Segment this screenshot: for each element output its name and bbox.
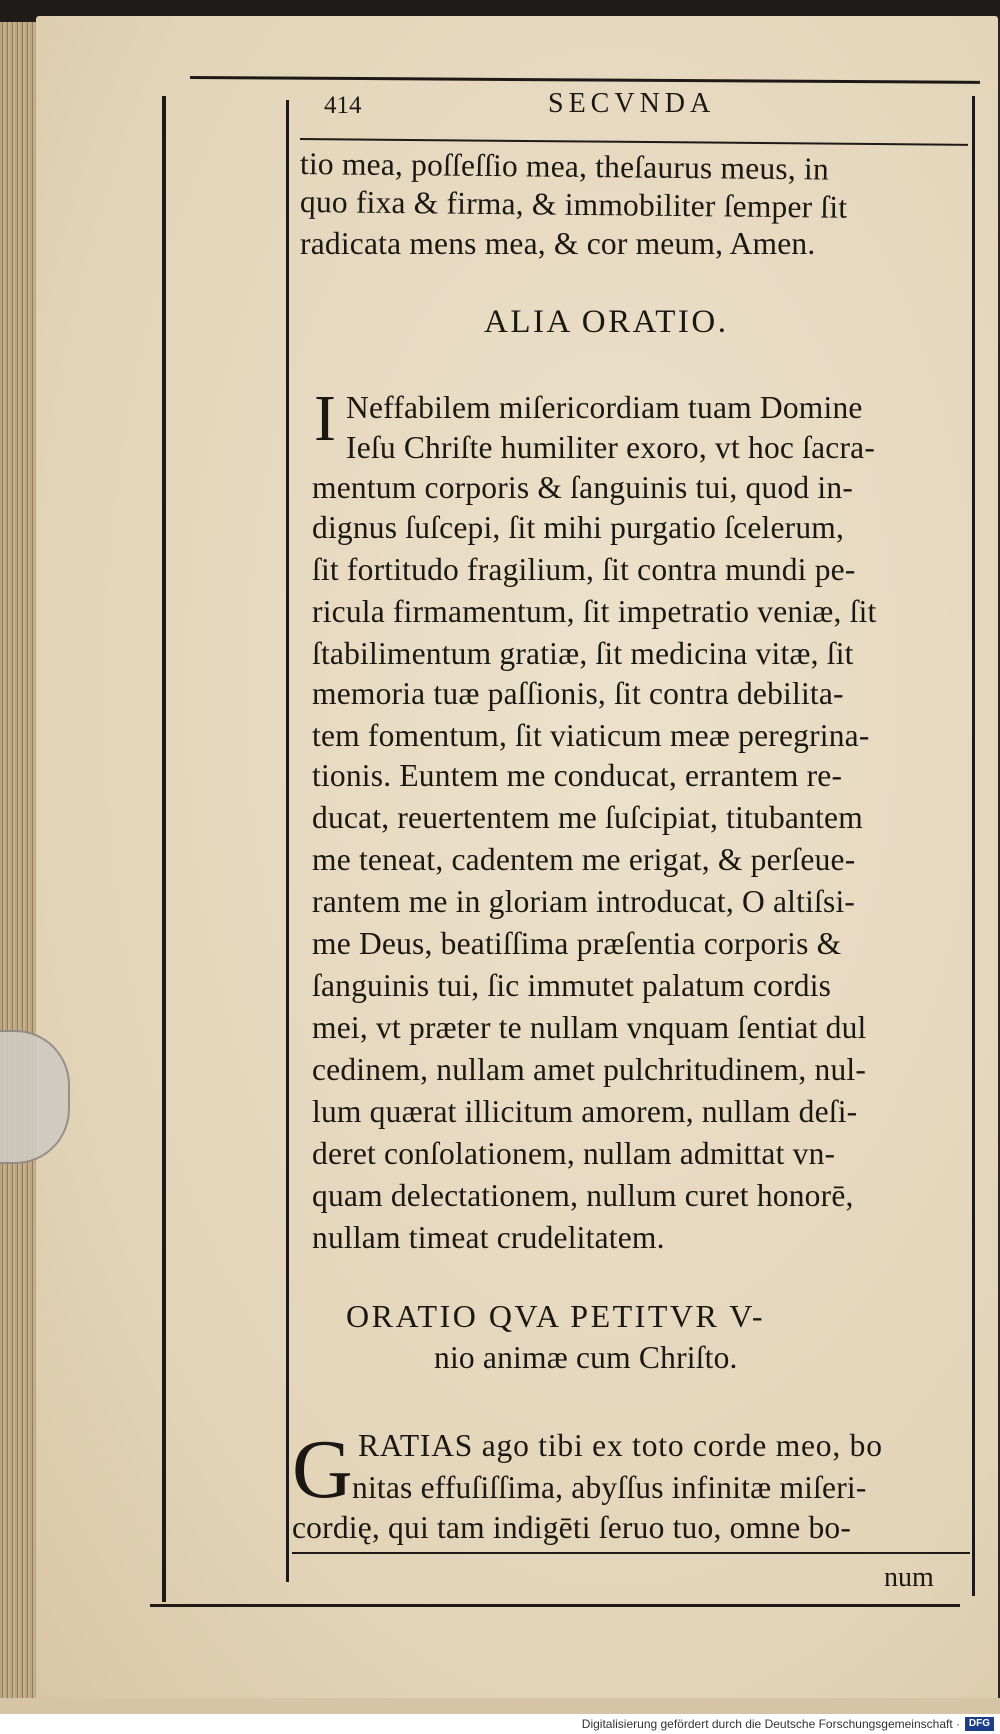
- heading-subline: nio animæ cum Chriſto.: [434, 1340, 738, 1375]
- text-line: quo fixa & firma, & immobiliter ſemper ſit: [299, 184, 848, 225]
- text-line: ſtabilimentum gratiæ, ſit medicina vitæ, ſit: [312, 636, 854, 671]
- text-line: tem fomentum, ſit viaticum meæ peregrina-: [312, 718, 870, 753]
- text-line: ducat, reuertentem me ſuſcipiat, titubantem: [312, 800, 863, 835]
- drop-cap-i: I: [314, 382, 336, 455]
- text-line: quam delectationem, nullum curet honorē,: [312, 1178, 854, 1213]
- digitization-footer: [0, 1714, 1000, 1734]
- page-edge-stack: [0, 22, 40, 1698]
- text-line: tionis. Euntem me conducat, errantem re-: [312, 758, 843, 793]
- text-line: cordię, qui tam indigēti ſeruo tuo, omne bo-: [292, 1510, 852, 1545]
- text-line: mentum corporis & ſanguinis tui, quod in-: [312, 470, 854, 505]
- text-line: deret conſolationem, nullam admittat vn-: [312, 1136, 836, 1171]
- text-line: me teneat, cadentem me erigat, & perſeue-: [312, 842, 856, 877]
- text-line: me Deus, beatiſſima præſentia corporis &: [312, 926, 842, 961]
- text-line: lum quærat illicitum amorem, nullam deſi-: [312, 1094, 858, 1129]
- bottom-rule: [150, 1604, 960, 1607]
- text-line: dignus ſuſcepi, ſit mihi purgatio ſcelerum,: [312, 510, 845, 545]
- heading-oratio-unio: ORATIO QVA PETITVR V-: [346, 1298, 766, 1334]
- text-line: ſit fortitudo fragilium, ſit contra mundi pe-: [312, 552, 856, 587]
- text-line: rantem me in gloriam introducat, O altiſsi-: [312, 884, 856, 919]
- text-line: cedinem, nullam amet pulchritudinem, nul-: [312, 1052, 867, 1087]
- text-line: RATIAS ago tibi ex toto corde meo, bo: [358, 1428, 883, 1463]
- text-line: radicata mens mea, & cor meum, Amen.: [300, 226, 816, 261]
- text-line: ricula firmamentum, ſit impetratio veniæ, ſit: [312, 594, 877, 629]
- text-line: tio mea, poſſeſſio mea, theſaurus meus, in: [299, 146, 830, 187]
- page-number: 414: [324, 92, 362, 119]
- text-line: Neffabilem miſericordiam tuam Domine: [346, 390, 863, 425]
- dfg-logo: DFG: [965, 1717, 994, 1731]
- text-line: mei, vt præter te nullam vnquam ſentiat dul: [312, 1010, 867, 1045]
- text-line: memoria tuæ paſſionis, ſit contra debilita-: [312, 676, 844, 711]
- heading-alia-oratio: ALIA ORATIO.: [484, 304, 729, 340]
- text-line: Ieſu Chriſte humiliter exoro, vt hoc ſacra-: [346, 430, 876, 465]
- running-head: SECVNDA: [548, 88, 716, 119]
- text-line: nitas effuſiſſima, abyſſus infinitæ miſeri-: [352, 1470, 867, 1505]
- text-line: nullam timeat crudelitatem.: [312, 1220, 665, 1255]
- right-rule: [972, 96, 975, 1596]
- catchword: num: [884, 1562, 934, 1593]
- drop-cap-g: G: [292, 1423, 353, 1516]
- footer-credit: Digitalisierung gefördert durch die Deutsche Forschungsgemeinschaft ·: [581, 1717, 960, 1731]
- text-line: ſanguinis tui, ſic immutet palatum cordis: [312, 968, 832, 1003]
- text-bottom-rule: [292, 1552, 970, 1554]
- page-bottom-edge: [0, 1698, 1000, 1714]
- left-outer-rule: [162, 96, 166, 1602]
- left-inner-rule: [286, 100, 289, 1582]
